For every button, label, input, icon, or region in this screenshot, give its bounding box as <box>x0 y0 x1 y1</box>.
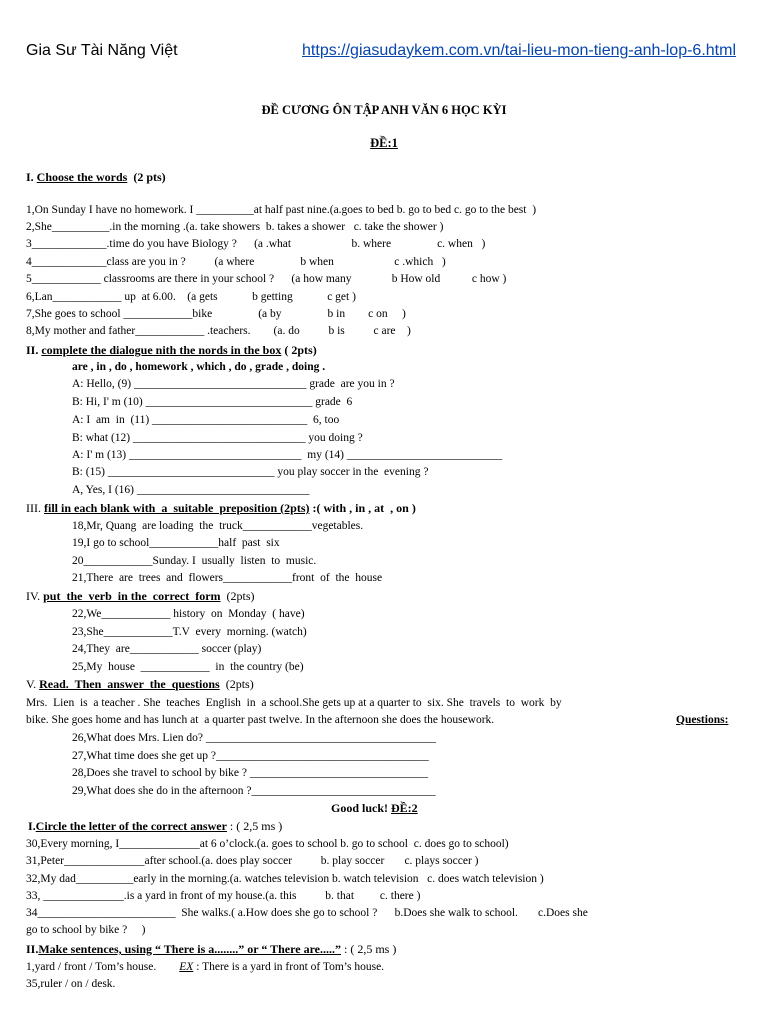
question-4: 4_____________class are you in ? (a where b when c .which ) <box>26 256 446 268</box>
question-23: 23,She____________T.V every morning. (watch) <box>72 626 307 638</box>
question-33: 33, ______________.is a yard in front of my house.(a. this b. that c. there ) <box>26 890 421 902</box>
section-5-heading: V. Read. Then answer the questions (2pts) <box>26 677 254 691</box>
dialogue-line-12: B: what (12) ______________________________ you doing ? <box>72 432 363 444</box>
header-url-link[interactable]: https://giasudaykem.com.vn/tai-lieu-mon-tieng-anh-lop-6.html <box>302 42 736 59</box>
exam2-section-2-heading: II.Make sentences, using “ There is a........” or “ There are.....” : ( 2,5 ms ) <box>26 942 397 956</box>
dialogue-line-9: A: Hello, (9) ______________________________ grade are you in ? <box>72 378 395 390</box>
section-1-heading: I. Choose the words (2 pts) <box>26 170 166 184</box>
question-19: 19,I go to school____________half past six <box>72 537 280 549</box>
reading-passage-line-1: Mrs. Lien is a teacher . She teaches English in a school.She gets up at a quarter to six. She travels to work by <box>26 697 562 709</box>
question-29: 29,What does she do in the afternoon ?________________________________ <box>72 785 436 797</box>
question-35: 35,ruler / on / desk. <box>26 978 116 990</box>
question-30: 30,Every morning, I______________at 6 o’clock.(a. goes to school b. go to school c. does go to school) <box>26 838 509 850</box>
header-org: Gia Sư Tài Năng Việt <box>26 42 178 59</box>
question-28: 28,Does she travel to school by bike ? _______________________________ <box>72 767 429 779</box>
question-7: 7,She goes to school ____________bike (a by b in c on ) <box>26 308 406 320</box>
word-box: are , in , do , homework , which , do , grade , doing . <box>72 361 326 373</box>
question-6: 6,Lan____________ up at 6.00. (a gets b getting c get ) <box>26 291 356 303</box>
question-5: 5____________ classrooms are there in your school ? (a how many b How old c how ) <box>26 273 507 285</box>
question-20: 20____________Sunday. I usually listen to music. <box>72 555 317 567</box>
question-26: 26,What does Mrs. Lien do? ________________________________________ <box>72 732 436 744</box>
reading-passage-line-2: bike. She goes home and has lunch at a quarter past twelve. In the afternoon she does the housework. <box>26 714 495 726</box>
question-34-continued: go to school by bike ? ) <box>26 924 146 936</box>
question-2: 2,She__________.in the morning .(a. take showers b. takes a shower c. take the shower ) <box>26 221 444 233</box>
dialogue-line-10: B: Hi, I' m (10) _____________________________ grade 6 <box>72 396 353 408</box>
example-line: 1,yard / front / Tom’s house. EX : There is a yard in front of Tom’s house. <box>26 961 385 973</box>
question-8: 8,My mother and father____________ .teachers. (a. do b is c are ) <box>26 325 411 337</box>
question-24: 24,They are____________ soccer (play) <box>72 643 262 655</box>
question-22: 22,We____________ history on Monday ( have) <box>72 608 305 620</box>
exam1-label: ĐỀ:1 <box>370 136 398 150</box>
question-32: 32,My dad__________early in the morning.(a. watches television b. watch television c. does watch television ) <box>26 873 544 885</box>
section-4-heading: IV. put the verb in the correct form (2pts) <box>26 589 255 603</box>
exam2-section-1-heading: I.Circle the letter of the correct answer : ( 2,5 ms ) <box>28 819 283 833</box>
dialogue-line-15: B: (15) _____________________________ you play soccer in the evening ? <box>72 466 429 478</box>
page-header <box>26 42 742 64</box>
question-25: 25,My house ____________ in the country (be) <box>72 661 304 673</box>
question-3: 3_____________.time do you have Biology ? (a .what b. where c. when ) <box>26 238 486 250</box>
question-18: 18,Mr, Quang are loading the truck____________vegetables. <box>72 520 364 532</box>
question-27: 27,What time does she get up ?_____________________________________ <box>72 750 429 762</box>
question-21: 21,There are trees and flowers____________front of the house <box>72 572 383 584</box>
dialogue-line-13: A: I' m (13) ______________________________ my (14) ___________________________ <box>72 449 503 461</box>
section-2-heading: II. complete the dialogue nith the nords in the box ( 2pts) <box>26 343 317 357</box>
dialogue-line-16: A, Yes, I (16) ______________________________ <box>72 484 310 496</box>
dialogue-line-11: A: I am in (11) ___________________________ 6, too <box>72 414 340 426</box>
question-34: 34________________________ She walks.( a.How does she go to school ? b.Does she walk to school. c.Does she <box>26 907 588 919</box>
document-title: ĐỀ CƯƠNG ÔN TẬP ANH VĂN 6 HỌC KỲI <box>261 103 507 117</box>
question-1: 1,On Sunday I have no homework. I __________at half past nine.(a.goes to bed b. go to bed c. go to the best ) <box>26 204 537 216</box>
questions-label: Questions: <box>676 714 729 726</box>
good-luck-line: Good luck! ĐỀ:2 <box>331 801 418 815</box>
question-31: 31,Peter______________after school.(a. does play soccer b. play soccer c. plays soccer ) <box>26 855 479 867</box>
section-3-heading: III. fill in each blank with a suitable preposition (2pts) :( with , in , at , on ) <box>26 501 416 515</box>
